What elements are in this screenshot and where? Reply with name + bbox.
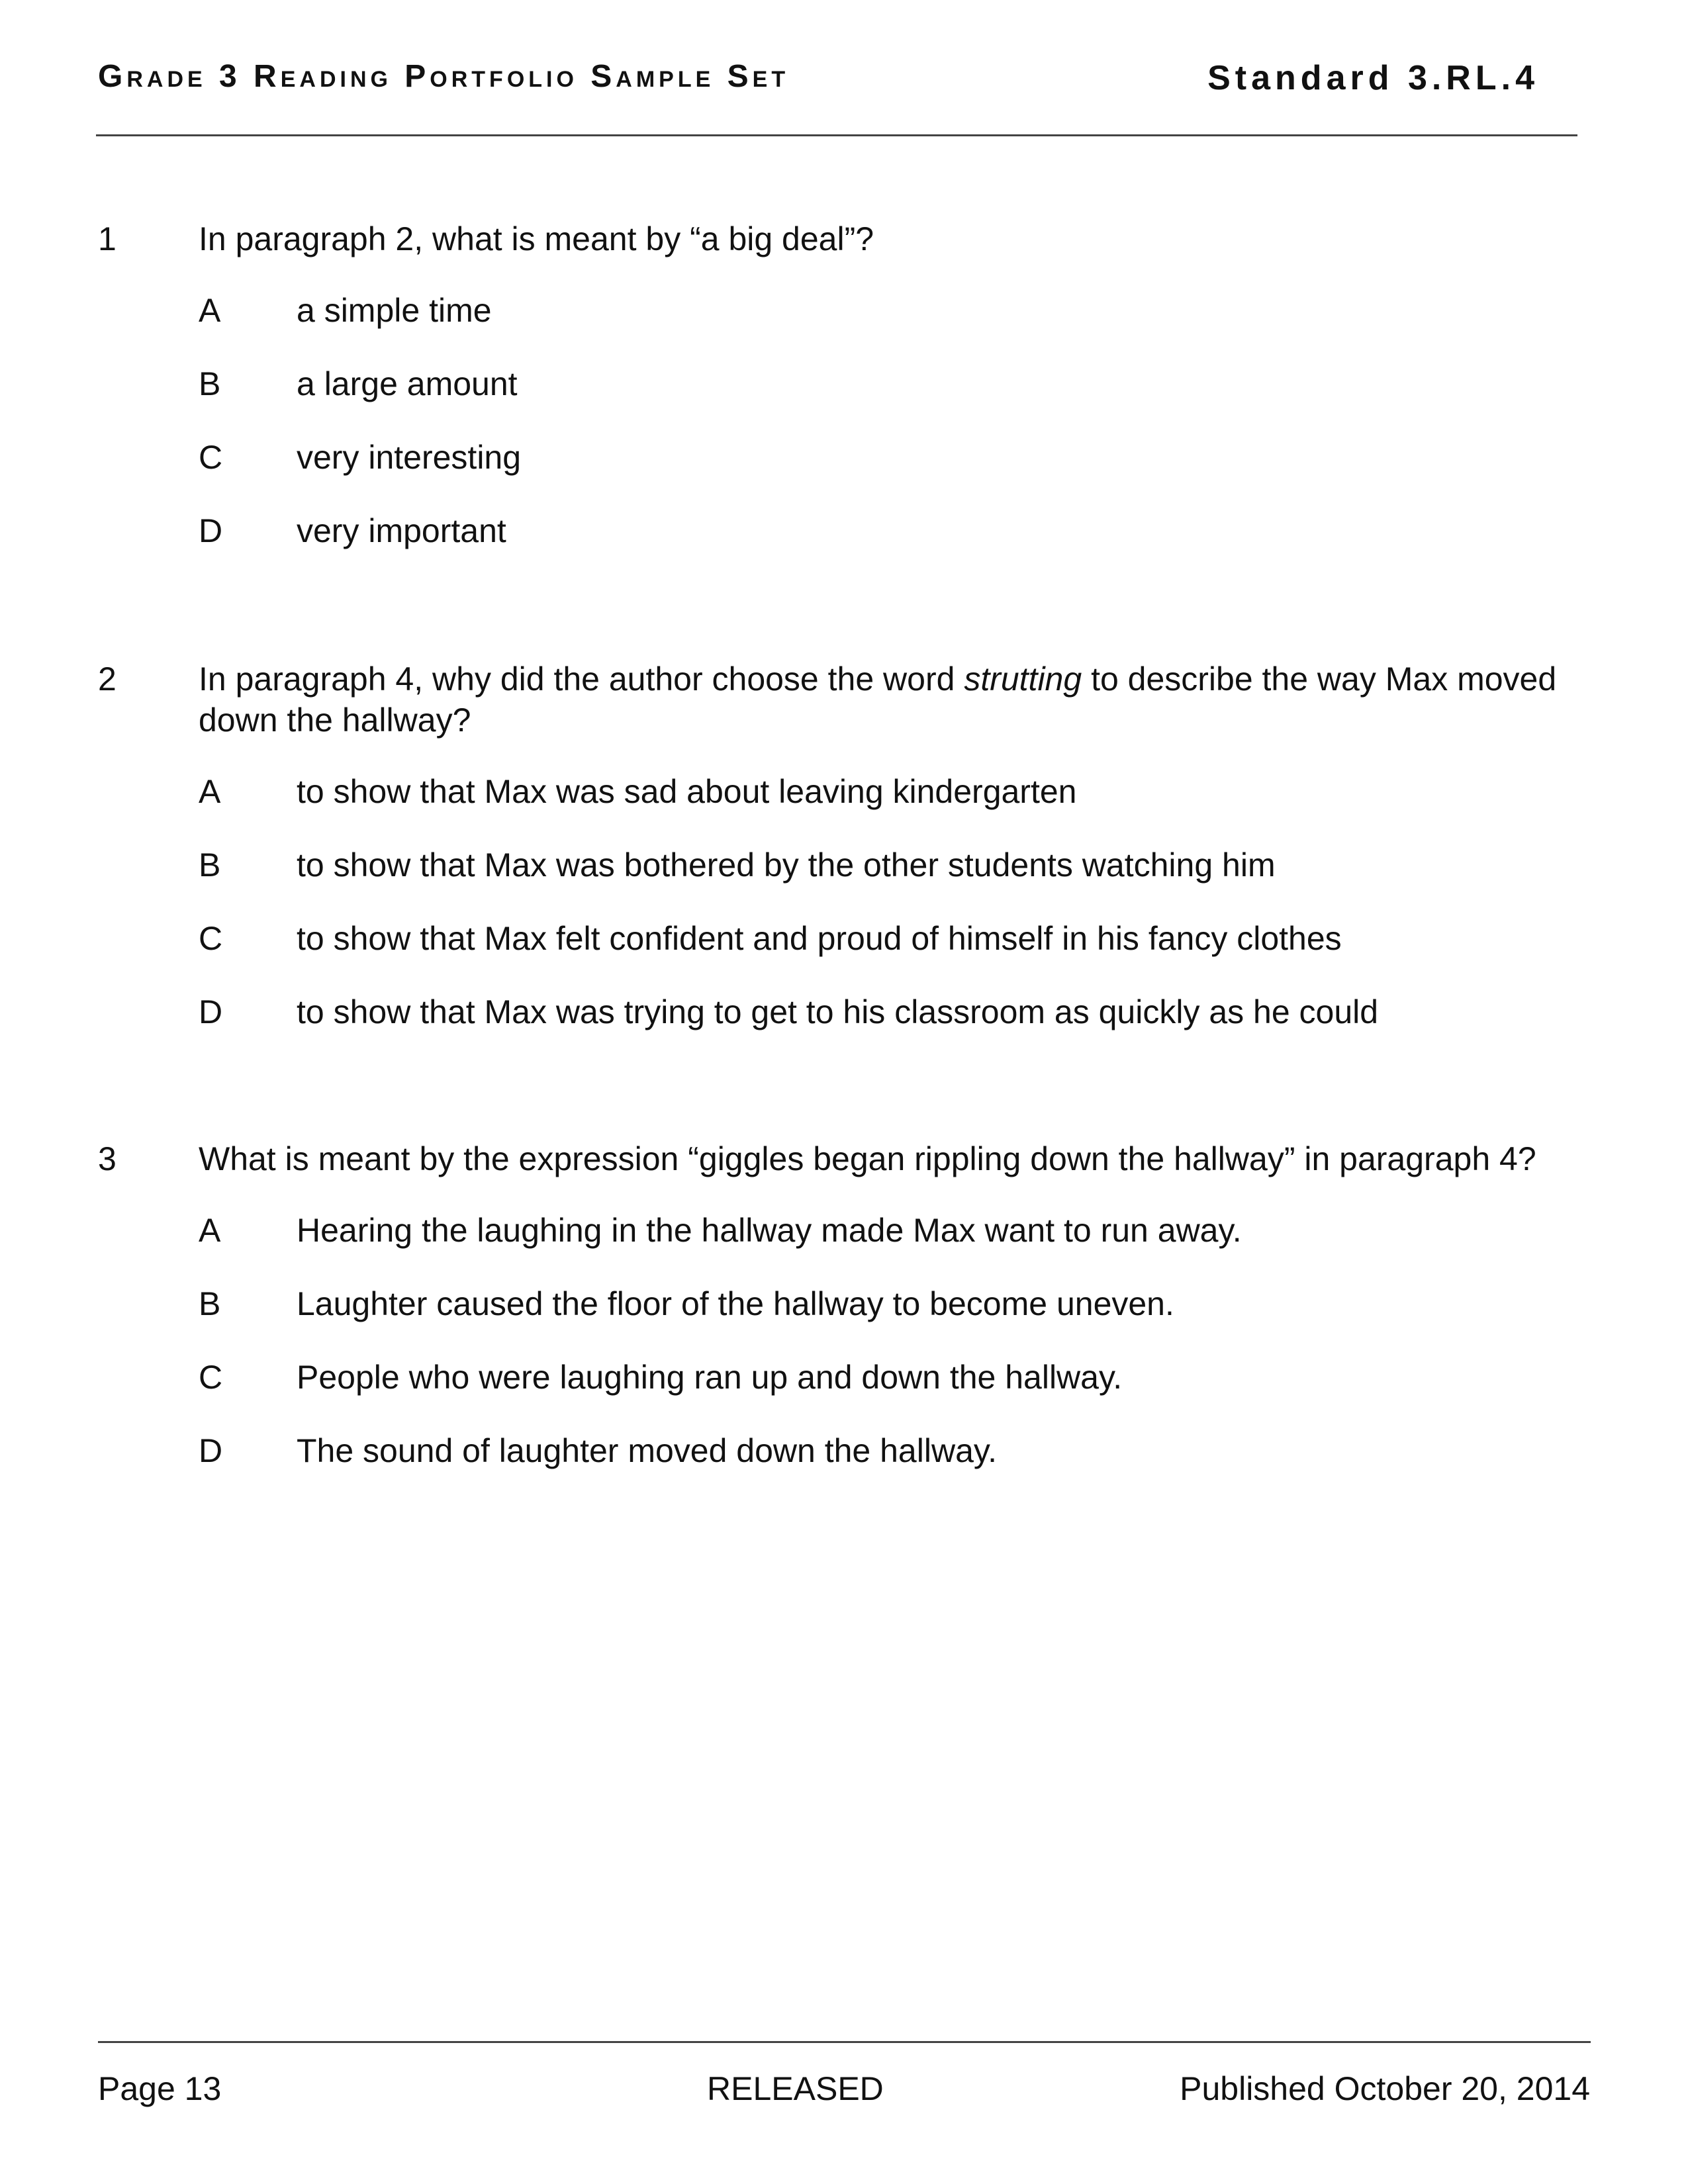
answer-choice[interactable] — [98, 844, 1587, 886]
answer-choice[interactable] — [98, 363, 1587, 404]
choice-letter: A — [199, 773, 221, 810]
answer-choice[interactable] — [98, 1430, 1587, 1471]
answer-choice[interactable] — [98, 290, 1587, 331]
choice-text: Laughter caused the floor of the hallway to become uneven. — [297, 1285, 1174, 1322]
question-number: 2 — [98, 660, 117, 698]
publish-date: Published October 20, 2014 — [1180, 2070, 1590, 2107]
question-stem — [199, 218, 1589, 259]
stem-text: In paragraph 4, why did the author choose the word — [199, 660, 964, 698]
standard-label: Standard 3.RL.4 — [1207, 59, 1539, 97]
choice-text: to show that Max felt confident and proud of himself in his fancy clothes — [297, 920, 1342, 957]
choice-text: Hearing the laughing in the hallway made Max want to run away. — [297, 1212, 1242, 1249]
answer-choice[interactable] — [98, 918, 1587, 959]
page-number: Page 13 — [98, 2070, 222, 2107]
answer-choices — [98, 1210, 1587, 1471]
answer-choices — [98, 771, 1587, 1032]
question-number: 1 — [98, 220, 117, 257]
choice-text: People who were laughing ran up and down the hallway. — [297, 1359, 1123, 1396]
release-status: RELEASED — [707, 2070, 884, 2107]
choice-letter: C — [199, 920, 223, 957]
stem-text: to describe the way Max moved down the hallway? — [199, 660, 1557, 739]
choice-letter: A — [199, 1212, 221, 1249]
choice-letter: D — [199, 1432, 223, 1469]
answer-choice[interactable] — [98, 1283, 1587, 1324]
answer-choice[interactable] — [98, 1210, 1587, 1251]
choice-text: to show that Max was sad about leaving kindergarten — [297, 773, 1077, 810]
choice-text: The sound of laughter moved down the hallway. — [297, 1432, 998, 1469]
question-number: 3 — [98, 1140, 117, 1177]
question-stem — [199, 659, 1589, 741]
choice-letter: B — [199, 1285, 221, 1322]
stem-text: In paragraph 2, what is meant by “a big deal”? — [199, 220, 874, 257]
choice-text: to show that Max was trying to get to his classroom as quickly as he could — [297, 993, 1379, 1030]
question-stem — [199, 1138, 1589, 1179]
answer-choices — [98, 290, 1587, 551]
question-1 — [98, 218, 1587, 584]
question-3 — [98, 1138, 1587, 1504]
question-2 — [98, 659, 1587, 1065]
choice-letter: A — [199, 292, 221, 329]
stem-italic-word: strutting — [964, 660, 1082, 698]
choice-letter: C — [199, 1359, 223, 1396]
answer-choice[interactable] — [98, 991, 1587, 1032]
choice-text: very important — [297, 512, 506, 549]
choice-letter: C — [199, 439, 223, 476]
choice-letter: D — [199, 993, 223, 1030]
document-title: Grade 3 Reading Portfolio Sample Set — [98, 59, 790, 94]
answer-choice[interactable] — [98, 1357, 1587, 1398]
choice-text: a simple time — [297, 292, 492, 329]
choice-letter: D — [199, 512, 223, 549]
choice-text: very interesting — [297, 439, 522, 476]
header-divider — [96, 134, 1577, 136]
answer-choice[interactable] — [98, 437, 1587, 478]
answer-choice[interactable] — [98, 771, 1587, 812]
choice-letter: B — [199, 365, 221, 402]
answer-choice[interactable] — [98, 510, 1587, 551]
choice-text: to show that Max was bothered by the other students watching him — [297, 846, 1276, 884]
footer-divider — [98, 2041, 1591, 2043]
choice-text: a large amount — [297, 365, 518, 402]
stem-text: What is meant by the expression “giggles began rippling down the hallway” in paragraph 4? — [199, 1140, 1536, 1177]
choice-letter: B — [199, 846, 221, 884]
